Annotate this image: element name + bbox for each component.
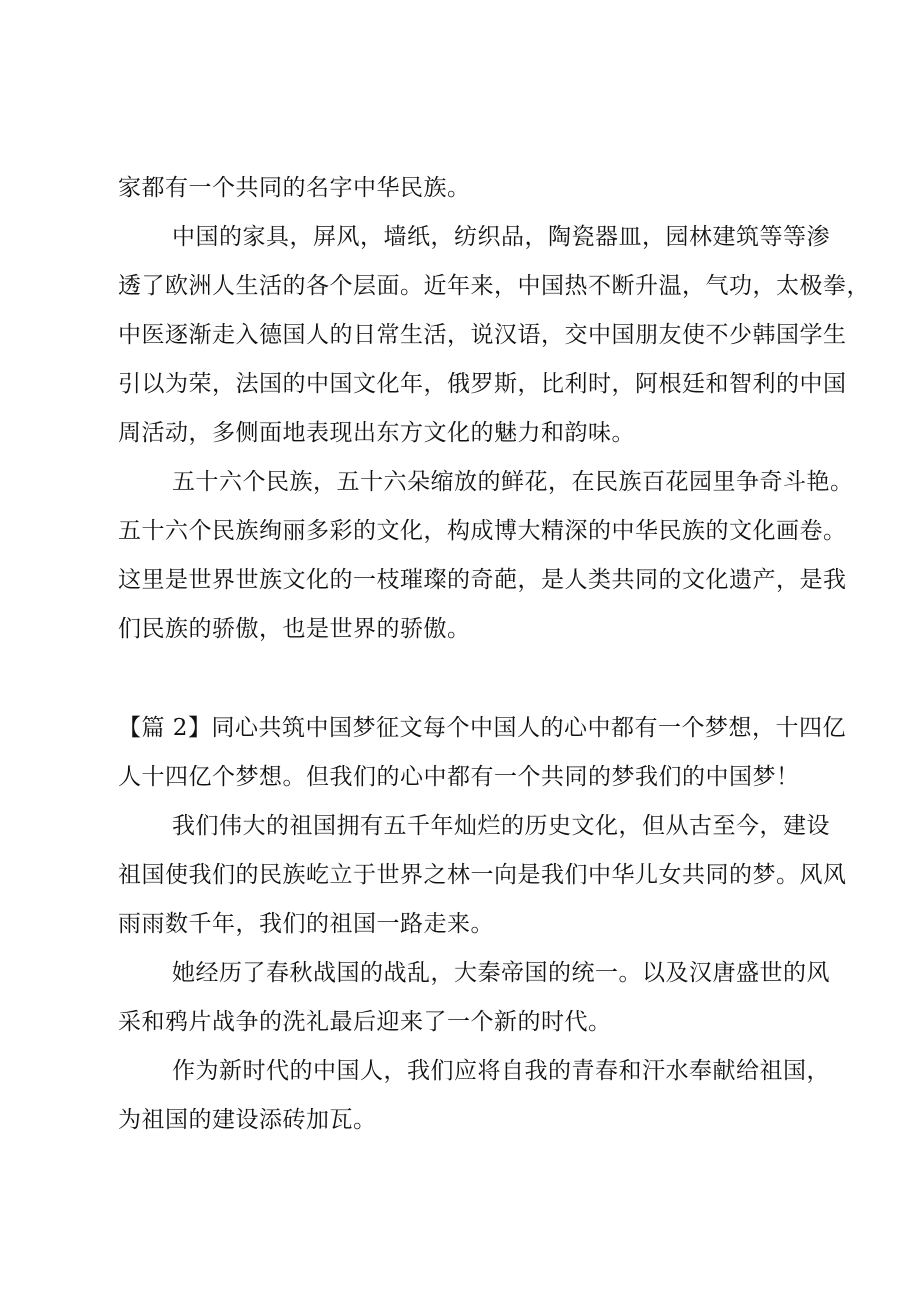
text-line: 人十四亿个梦想。但我们的心中都有一个共同的梦我们的中国梦！ [118,764,800,790]
text-line: 中医逐渐走入德国人的日常生活，说汉语，交中国朋友使不少韩国学生 [118,322,847,348]
text-line: 五十六个民族，五十六朵缩放的鲜花，在民族百花园里争奇斗艳。 [172,469,854,495]
text-line: 她经历了春秋战国的战乱，大秦帝国的统一。以及汉唐盛世的风 [172,960,830,986]
text-line: 作为新时代的中国人，我们应将自我的青春和汗水奉献给祖国， [172,1058,830,1084]
text-line: 五十六个民族绚丽多彩的文化，构成博大精深的中华民族的文化画卷。 [118,518,847,544]
section-heading-line: 【篇 2】同心共筑中国梦征文每个中国人的心中都有一个梦想，十四亿 [118,715,846,741]
text-line: 雨雨数千年，我们的祖国一路走来。 [118,911,494,937]
text-line: 周活动，多侧面地表现出东方文化的魅力和韵味。 [118,420,635,446]
text-line: 采和鸦片战争的洗礼最后迎来了一个新的时代。 [118,1009,612,1035]
text-line: 引以为荣，法国的中国文化年，俄罗斯，比利时，阿根廷和智利的中国 [118,371,847,397]
text-line: 们民族的骄傲，也是世界的骄傲。 [118,616,471,642]
text-line: 祖国使我们的民族屹立于世界之林一向是我们中华儿女共同的梦。风风 [118,862,847,888]
text-line: 为祖国的建设添砖加瓦。 [118,1107,377,1133]
text-line: 透了欧洲人生活的各个层面。近年来，中国热不断升温，气功，太极拳， [118,273,870,299]
text-line: 我们伟大的祖国拥有五千年灿烂的历史文化，但从古至今，建设 [172,813,830,839]
text-line: 中国的家具，屏风，墙纸，纺织品，陶瓷器皿，园林建筑等等渗 [172,224,830,250]
text-line: 家都有一个共同的名字中华民族。 [118,175,471,201]
text-line: 这里是世界世族文化的一枝璀璨的奇葩，是人类共同的文化遗产，是我 [118,567,847,593]
